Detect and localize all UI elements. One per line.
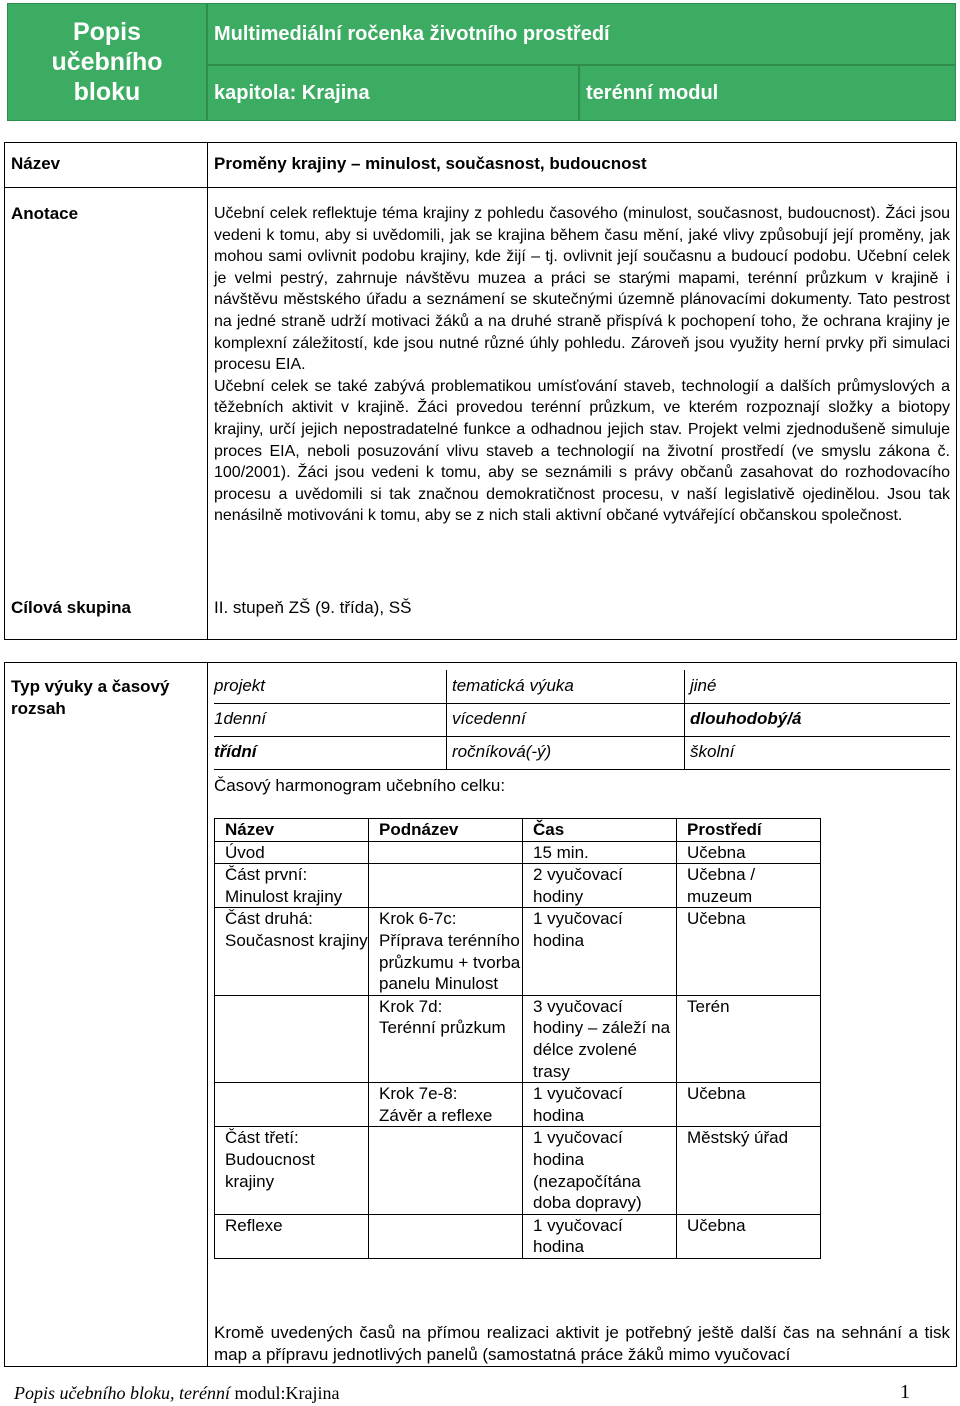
schedule-header-cell: Prostředí — [677, 819, 821, 842]
schedule-cell: 1 vyučovací hodina (nezapočítána doba dopravy) — [523, 1127, 677, 1214]
teaching-option: 1denní — [214, 709, 266, 728]
schedule-header-cell: Název — [215, 819, 369, 842]
name-value: Proměny krajiny – minulost, současnost, budoucnost — [214, 154, 647, 173]
schedule-row — [215, 908, 821, 995]
schedule-cell: Část druhá: Současnost krajiny — [215, 908, 369, 995]
schedule-row — [215, 1214, 821, 1258]
schedule-cell: Učebna — [677, 908, 821, 995]
footer-rest: modul:Krajina — [229, 1383, 340, 1403]
schedule-cell: Část třetí: Budoucnost krajiny — [215, 1127, 369, 1214]
teaching-option: jiné — [690, 676, 717, 695]
schedule-cell: Krok 7d: Terénní průzkum — [369, 995, 523, 1082]
schedule-cell: Učebna — [677, 1214, 821, 1258]
schedule-header-cell: Podnázev — [369, 819, 523, 842]
target-value: II. stupeň ZŠ (9. třída), SŠ — [214, 598, 412, 617]
schedule-cell — [369, 841, 523, 864]
schedule-cell — [215, 1083, 369, 1127]
schedule-cell: Část první: Minulost krajiny — [215, 864, 369, 908]
header-label-line: učebního — [51, 48, 163, 76]
page-number: 1 — [900, 1381, 910, 1403]
schedule-table — [214, 818, 821, 1259]
schedule-row — [215, 1127, 821, 1214]
schedule-cell: Učebna — [677, 841, 821, 864]
schedule-cell: 15 min. — [523, 841, 677, 864]
schedule-row — [215, 995, 821, 1082]
schedule-cell — [215, 995, 369, 1082]
schedule-cell: Úvod — [215, 841, 369, 864]
schedule-row — [215, 1083, 821, 1127]
schedule-note: Kromě uvedených časů na přímou realizaci aktivit je potřebný ještě další čas na sehnání a tisk map a přípravu jednotlivých panelů (samostatná práce žáků mimo vyučovací — [214, 1323, 950, 1364]
schedule-cell: 1 vyučovací hodina — [523, 908, 677, 995]
schedule-cell: Krok 7e-8: Závěr a reflexe — [369, 1083, 523, 1127]
schedule-cell — [369, 1127, 523, 1214]
schedule-cell: 3 vyučovací hodiny – záleží na délce zvolené trasy — [523, 995, 677, 1082]
schedule-cell — [369, 864, 523, 908]
schedule-cell: Terén — [677, 995, 821, 1082]
teaching-option: tematická výuka — [452, 676, 574, 695]
schedule-cell: 2 vyučovací hodiny — [523, 864, 677, 908]
name-label: Název — [11, 154, 61, 173]
schedule-cell — [369, 1214, 523, 1258]
schedule-cell: 1 vyučovací hodina — [523, 1083, 677, 1127]
annotation-paragraph: Učební celek se také zabývá problematikou umísťování staveb, technologií a dalších průmyslových a těžebních aktivit v krajině. Žáci provedou terénní průzkum, ve kterém rozpoznají složky a biotopy krajiny, určí jejich nepostradatelné funkce a odhadnou jejich stav. Projekt velmi zjednodušeně simuluje proces EIA, neboli posuzování vlivu staveb a technologií na životní prostředí (ve smyslu zákona č. 100/2001). Žáci jsou vedeni k tomu, aby se seznámili s právy občanů zasahovat do rozhodovacího procesu a uvědomili si tak značnou demokratičnost procesu, v naší legislativě ojedinělou. Jsou tak nenásilně motivováni k tomu, aby se z nich stali aktivní občané vytvářející občanskou společnost. — [214, 377, 950, 525]
footer-italic: Popis učebního bloku, terénní — [14, 1383, 230, 1403]
schedule-cell: Učebna / muzeum — [677, 864, 821, 908]
header-label-line: Popis — [72, 18, 142, 46]
target-label: Cílová skupina — [11, 598, 131, 617]
annotation-paragraph: Učební celek reflektuje téma krajiny z pohledu časového (minulost, současnost, budoucnost). Žáci jsou vedeni k tomu, aby si uvědomili, jak se krajina během času mění, jaké vlivy způsobují její proměny, jak mohou sami ovlivnit podobu krajiny, kde žijí – tj. ovlivnit její současnu a budoucí podobu. Učební celek je velmi pestrý, zahrnuje návštěvu muzea a práci se starými mapami, terénní průzkum v krajině i návštěvu městského úřadu a seznámení se skutečnými územně plánovacími dokumenty. Tato pestrost na jedné straně udrží motivaci žáků a na druhé straně přispívá k pochopení toho, že ochrana krajiny je komplexní záležitostí, kde jsou nutné různé úhly pohledu. Zároveň jsou využity herní prvky při simulaci procesu EIA. — [214, 205, 950, 374]
annotation-text — [214, 203, 950, 527]
schedule-cell: Městský úřad — [677, 1127, 821, 1214]
header-block-label — [7, 3, 207, 121]
header-label-line: bloku — [73, 78, 141, 106]
schedule-cell: Reflexe — [215, 1214, 369, 1258]
schedule-header-row — [215, 819, 821, 842]
schedule-row — [215, 864, 821, 908]
schedule-cell: 1 vyučovací hodina — [523, 1214, 677, 1258]
annotation-label: Anotace — [11, 204, 79, 223]
schedule-cell: Učebna — [677, 1083, 821, 1127]
teaching-option: školní — [690, 742, 735, 761]
teaching-option: dlouhodobý/á — [690, 709, 802, 728]
schedule-cell: Krok 6-7c: Příprava terénního průzkumu + tvorba panelu Minulost — [369, 908, 523, 995]
schedule-header-cell: Čas — [523, 819, 677, 842]
schedule-caption: Časový harmonogram učebního celku: — [214, 776, 506, 795]
teaching-option: projekt — [214, 676, 266, 695]
teaching-option: ročníková(-ý) — [452, 742, 552, 761]
header-module: terénní modul — [579, 65, 956, 121]
teaching-label: Typ výuky a časový rozsah — [11, 677, 170, 718]
teaching-option: vícedenní — [452, 709, 526, 728]
header-chapter: kapitola: Krajina — [207, 65, 579, 121]
schedule-row — [215, 841, 821, 864]
header-title: Multimediální ročenka životního prostředí — [207, 3, 956, 65]
teaching-option: třídní — [214, 742, 257, 761]
footer-text — [14, 1383, 339, 1404]
